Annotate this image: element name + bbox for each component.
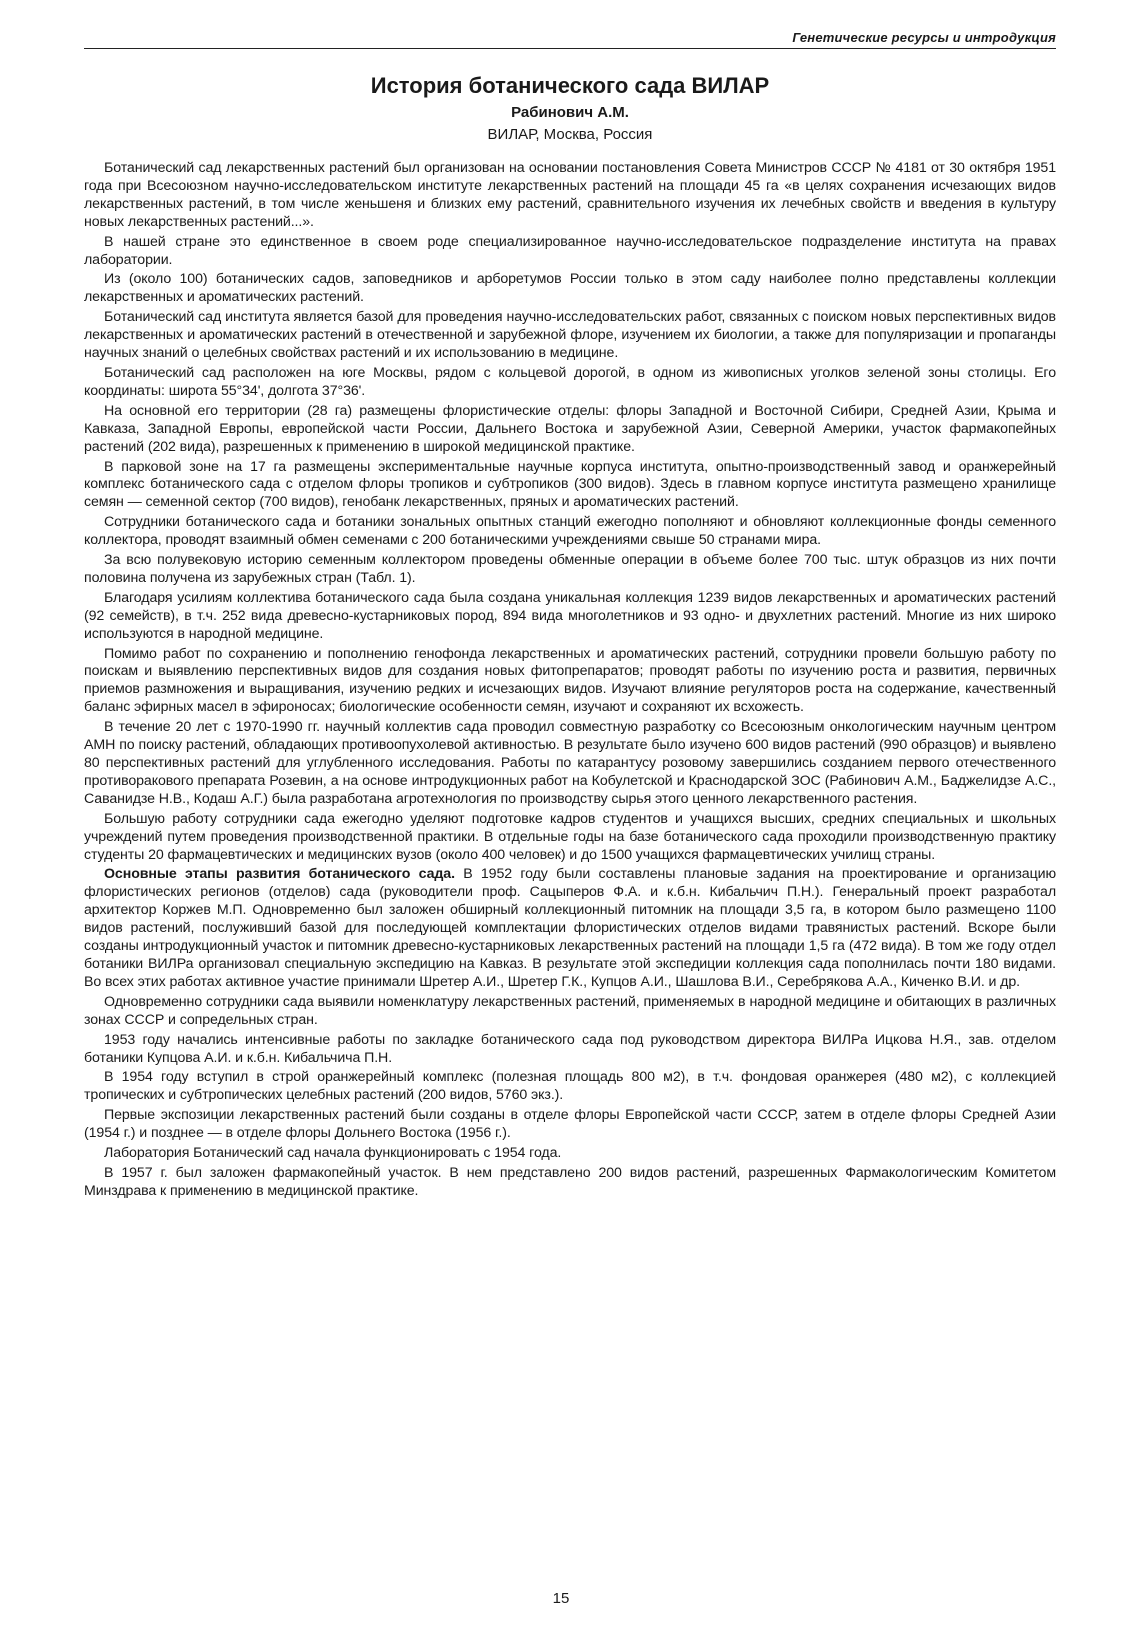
paragraph: Большую работу сотрудники сада ежегодно уделяют подготовке кадров студентов и учащихся высших, средних специальных и школьных учреждений путем проведения производственной практики. В отдельные годы на базе ботанического сада проходили производственную практику студенты 20 фармацевтических и медицинских вузов (около 400 человек) и до 1500 учащихся фармацевтических училищ страны. [84,810,1056,863]
article-body [84,160,1056,1203]
paragraph: Благодаря усилиям коллектива ботанического сада была создана уникальная коллекция 1239 видов лекарственных и ароматических растений (92 семейств), в т.ч. 252 вида древесно-кустарниковых пород, 894 вида многолетников и 93 одно- и двухлетних растений. Многие из них широко используются в народной медицине. [84,589,1056,642]
paragraph: Сотрудники ботанического сада и ботаники зональных опытных станций ежегодно пополняют и обновляют коллекционные фонды семенного коллектора, проводят взаимный обмен семенами с 200 ботаническими учреждениями свыше 50 странами мира. [84,514,1056,549]
paragraph: Из (около 100) ботанических садов, заповедников и арборетумов России только в этом саду наиболее полно представлены коллекции лекарственных и ароматических растений. [84,271,1056,306]
title-block [84,72,1056,146]
section-lead: Основные этапы развития ботанического сада. [104,866,455,883]
article-affiliation: ВИЛАР, Москва, Россия [487,126,653,143]
paragraph: За всю полувековую историю семенным коллектором проведены обменные операции в объеме более 700 тыс. штук образцов из них почти половина получена из зарубежных стран (Табл. 1). [84,552,1056,586]
paragraph: Основные этапы развития ботанического сада. В 1952 году были составлены плановые задания на проектирование и организацию флористических регионов (отделов) сада (руководители проф. Сацыперов Ф.А. и к.б.н. Кибальчич П.Н.). Генеральный проект разработал архитектор Коржев М.П. Одновременно был заложен обширный коллекционный питомник на площади 3,5 га, в котором было размещено 1100 видов растений, послуживший базой для последующей комплектации флористических отделов видами травянистых растений. Вскоре были созданы интродукционный участок и питомник древесно-кустарниковых лекарственных растений на площади 1,5 га (472 вида). В том же году отдел ботаники ВИЛРа организовал специальную экспедицию на Кавказ. В результате этой экспедиции коллекция сада пополнилась почти 180 видами. Во всех этих работах активное участие принимали Шретер А.И., Шретер Г.К., Купцов А.И., Шашлова В.И., Серебрякова А.А., Киченко В.И. и др. [84,866,1056,990]
page-number: 15 [552,1590,570,1607]
paragraph: В 1957 г. был заложен фармакопейный участок. В нем представлено 200 видов растений, разрешенных Фармакологическим Комитетом Минздрава к применению в медицинской практике. [84,1164,1056,1199]
paragraph: В нашей стране это единственное в своем роде специализированное научно-исследовательское подразделение института на правах лаборатории. [84,233,1056,268]
article-title: История ботанического сада ВИЛАР [370,73,770,98]
paragraph: В парковой зоне на 17 га размещены экспериментальные научные корпуса института, опытно-производственный завод и оранжерейный комплекс ботанического сада с отделом флоры тропиков и субтропиков (300 видов). Здесь в главном корпусе института размещено хранилище семян — семенной сектор (700 видов), генобанк лекарственных, пряных и ароматических растений. [84,458,1056,511]
paragraph: Ботанический сад расположен на юге Москвы, рядом с кольцевой дорогой, в одном из живописных уголков зеленой зоны столицы. Его координаты: широта 55°34', долгота 37°36'. [84,364,1056,399]
paragraph: В течение 20 лет с 1970-1990 гг. научный коллектив сада проводил совместную разработку со Всесоюзным онкологическим научным центром АМН по поиску растений, обладающих противоопухолевой активностью. В результате было изучено 600 видов растений (990 образцов) и выявлено 80 перспективных растений для углубленного исследования. Работы по катарантусу розовому завершились созданием первого отечественного противоракового препарата Розевин, а на основе интродукционных работ на Кобулетской и Краснодарской ЗОС (Рабинович А.М., Баджелидзе А.С., Саванидзе Н.В., Кодаш А.Г.) была разработана агротехнология по производству сырья этого ценного лекарственного растения. [84,719,1056,807]
paragraph: В 1954 году вступил в строй оранжерейный комплекс (полезная площадь 800 м2), в т.ч. фондовая оранжерея (480 м2), с коллекцией тропических и субтропических целебных растений (200 видов, 5760 экз.). [84,1069,1056,1104]
paragraph: Одновременно сотрудники сада выявили номенклатуру лекарственных растений, применяемых в народной медицине и обитающих в различных зонах СССР и сопредельных стран. [84,993,1056,1028]
running-header: Генетические ресурсы и интродукция [84,30,1056,49]
paragraph: Ботанический сад лекарственных растений был организован на основании постановления Совета Министров СССР № 4181 от 30 октября 1951 года при Всесоюзном научно-исследовательском институте лекарственных растений на площади 45 га «в целях сохранения исчезающих видов лекарственных растений, в том числе женьшеня и близких ему растений, сравнительного изучения их лечебных свойств и введения в культуру новых лекарственных растений...». [84,160,1056,230]
paragraph: 1953 году начались интенсивные работы по закладке ботанического сада под руководством директора ВИЛРа Ицкова Н.Я., зав. отделом ботаники Купцова А.И. и к.б.н. Кибальчича П.Н. [84,1031,1056,1066]
article-author: Рабинович А.М. [511,104,629,121]
paragraph: Ботанический сад института является базой для проведения научно-исследовательских работ, связанных с поиском новых перспективных видов лекарственных и ароматических растений в отечественной и зарубежной флоре, изучением их биологии, а также для популяризации и пропаганды научных знаний о целебных свойствах растений и их использованию в медицине. [84,309,1056,362]
paragraph: Лаборатория Ботанический сад начала функционировать с 1954 года. [104,1145,562,1162]
paragraph: На основной его территории (28 га) размещены флористические отделы: флоры Западной и Восточной Сибири, Средней Азии, Крыма и Кавказа, Западной Европы, европейской части России, Дальнего Востока и зарубежной Азии, Северной Америки, участок фармакопейных растений (202 вида), разрешенных к применению в широкой медицинской практике. [84,402,1056,455]
paragraph: Первые экспозиции лекарственных растений были созданы в отделе флоры Европейской части СССР, затем в отделе флоры Средней Азии (1954 г.) и позднее — в отделе флоры Дольнего Востока (1956 г.). [84,1107,1056,1142]
paragraph: Помимо работ по сохранению и пополнению генофонда лекарственных и ароматических растений, сотрудники провели большую работу по поискам и выявлению перспективных видов для создания новых фитопрепаратов; проводят работы по изучению роста и развития, первичных приемов размножения и выращивания, изучению редких и исчезающих видов. Изучают влияние регуляторов роста на содержание, качественный баланс эфирных масел в эфироносах; биологические особенности семян, изучают и сохраняют их всхожесть. [84,645,1056,716]
